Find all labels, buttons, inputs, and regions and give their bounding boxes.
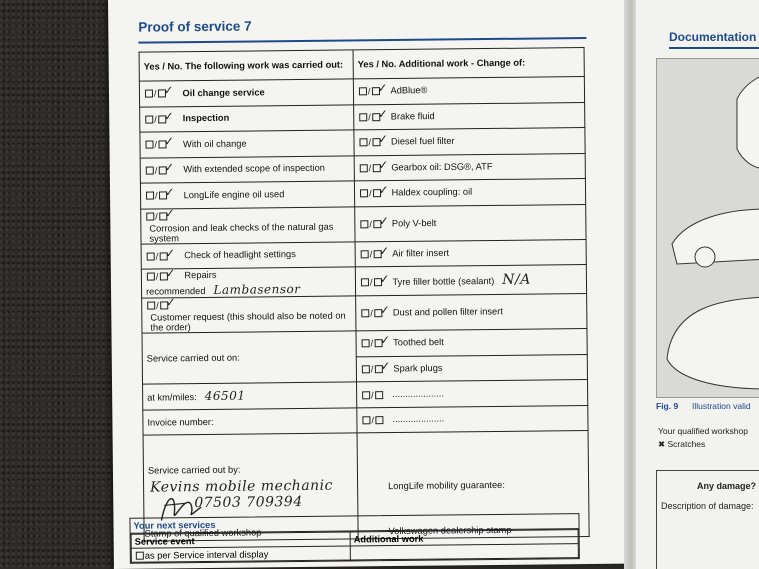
col-right-header: Yes / No. Additional work - Change of: [353, 48, 584, 79]
invoice-label: Invoice number: [147, 416, 214, 428]
additional-item-label: AdBlue® [390, 85, 428, 96]
check-mark-icon: ✓ [165, 246, 176, 261]
car-outline-icon [657, 59, 759, 397]
check-mark-icon: ✓ [163, 83, 174, 98]
additional-item-cell: / ✓ Diesel fuel filter [354, 128, 585, 156]
as-per-cell [131, 546, 350, 562]
service-book-page [108, 0, 636, 569]
check-mark-icon: ✓ [163, 134, 175, 149]
carried-out-by-label: Service carried out by: [147, 464, 241, 476]
next-services-table [131, 529, 579, 563]
check-mark-icon: ✓ [164, 185, 175, 200]
documentation-page [636, 0, 759, 569]
handwritten-repairs: Lambasensor [213, 282, 301, 297]
title-rule [138, 37, 586, 43]
service-table [139, 47, 590, 542]
km-cell [143, 382, 357, 410]
work-item-cell: / ✓ Check of headlight settings [141, 241, 355, 269]
check-mark-icon: ✓ [165, 266, 176, 281]
check-mark-icon: ✓ [378, 213, 389, 228]
check-mark-icon: ✓ [377, 81, 388, 96]
additional-item-cell: / ✓ AdBlue® [353, 77, 584, 105]
table-row [141, 204, 586, 244]
right-extra-cell: / ✓ Toothed belt [356, 329, 587, 357]
fig-label: Fig. 9 [656, 401, 679, 411]
documentation-title: Documentation [669, 30, 757, 44]
check-mark-icon: ✓ [165, 295, 176, 310]
additional-item-label: Air filter insert [392, 247, 450, 259]
work-item-label: Customer request (this should also be noted on the order) [150, 310, 346, 333]
work-item-cell: / ✓ Inspection [140, 104, 354, 132]
service-carried-out-label: Service carried out on: [146, 352, 240, 364]
additional-item-cell: / ✓ Dust and pollen filter insert [356, 294, 587, 331]
additional-item-cell: / ✓ Haldex coupling: oil [354, 179, 585, 207]
additional-item-cell: / ✓ Air filter insert [355, 239, 586, 267]
col-left-header: Yes / No. The following work was carried out: [139, 50, 353, 81]
work-item-cell: / ✓ Repairs recommended Lambasensor [141, 267, 355, 298]
additional-item-label: Gearbox oil: DSG®, ATF [391, 161, 493, 173]
handwritten-tyre-note: N/A [502, 271, 531, 288]
work-item-cell: / ✓ With oil change [140, 130, 354, 158]
check-mark-icon: ✓ [164, 205, 175, 220]
check-mark-icon: ✓ [377, 132, 389, 147]
scratches-label: ✖ Scratches [658, 439, 706, 449]
check-mark-icon: ✓ [378, 157, 389, 172]
right-extra-label: Toothed belt [393, 337, 444, 348]
additional-work-header: Additional work [350, 530, 578, 546]
carpet-background [0, 0, 118, 569]
work-item-label: Inspection [182, 112, 230, 124]
fig-caption: Illustration valid [692, 401, 751, 411]
work-item-label: Check of headlight settings [184, 249, 296, 261]
additional-item-cell: / ✓ Gearbox oil: DSG®, ATF [354, 153, 585, 181]
work-item-cell: / ✓Corrosion and leak checks of the natural gas system [141, 206, 355, 243]
work-item-label: With oil change [182, 138, 247, 149]
additional-item-label: Haldex coupling: oil [391, 186, 473, 198]
check-mark-icon: ✓ [379, 303, 390, 318]
check-mark-icon: ✓ [378, 183, 389, 198]
check-mark-icon: ✓ [380, 358, 391, 373]
any-damage-label: Any damage? [697, 481, 757, 491]
right-extra-cell: / .................... [357, 379, 588, 407]
work-item-label: Corrosion and leak checks of the natural gas system [149, 221, 334, 244]
additional-item-label: Brake fluid [390, 110, 435, 122]
work-item-cell: / ✓ LongLife engine oil used [140, 181, 354, 209]
additional-item-label: Dust and pollen filter insert [392, 306, 503, 318]
right-extra-cell: / ✓ Spark plugs [356, 354, 587, 382]
check-mark-icon: ✓ [377, 106, 388, 121]
right-extra-label: .................... [392, 413, 445, 425]
stamp-label: Stamp of qualified workshop [144, 527, 262, 539]
right-extra-cell: / .................... [357, 405, 588, 433]
check-mark-icon: ✓ [379, 243, 390, 258]
qualified-text: Your qualified workshop [658, 426, 748, 436]
mechanic-name: Kevins mobile mechanic [150, 477, 334, 496]
service-event-header: Service event [131, 532, 350, 548]
mechanic-phone: 07503 709394 [194, 493, 303, 511]
additional-item-cell: / ✓ Poly V-belt [355, 204, 586, 241]
work-item-label: LongLife engine oil used [183, 188, 285, 200]
work-item-label: With extended scope of inspection [183, 162, 325, 175]
check-mark-icon: ✓ [163, 109, 174, 124]
vw-stamp-label: Volkswagen dealership stamp [388, 524, 512, 537]
as-per-label: as per Service interval display [144, 548, 269, 561]
additional-item-cell: / ✓ Brake fluid [354, 102, 585, 130]
page-title: Proof of service 7 [138, 18, 252, 35]
km-value: 46501 [204, 388, 246, 404]
car-illustration [656, 58, 759, 398]
damage-box [656, 470, 759, 569]
additional-item-label: Poly V-belt [391, 217, 437, 228]
work-item-label: Repairs recommended [146, 270, 217, 297]
work-item-cell: / ✓ With extended scope of inspection [140, 155, 354, 183]
invoice-cell [143, 407, 357, 435]
service-carried-out-cell [142, 331, 357, 384]
next-services-box [129, 513, 579, 564]
right-extra-label: Spark plugs [393, 362, 443, 374]
next-services-title: Your next services [130, 514, 578, 534]
check-mark-icon: ✓ [164, 160, 175, 175]
additional-item-cell: / ✓ Tyre filler bottle (sealant) N/A [355, 265, 586, 296]
table-row [142, 294, 587, 334]
table-row [141, 265, 586, 299]
additional-item-label: Tyre filler bottle (sealant) [392, 275, 495, 287]
km-label: at km/miles: [147, 392, 197, 403]
work-item-cell: / ✓ Oil change service [139, 79, 353, 107]
desc-damage-label: Description of damage: [661, 501, 754, 511]
title-rule [669, 47, 759, 49]
check-mark-icon: ✓ [379, 333, 391, 348]
longlife-label: LongLife mobility guarantee: [388, 479, 505, 491]
table-header-row [139, 48, 584, 82]
work-item-label: Oil change service [182, 87, 265, 98]
check-mark-icon: ✓ [379, 272, 390, 287]
right-extra-label: .................... [392, 388, 444, 400]
work-item-cell: / ✓Customer request (this should also be noted on the order) [142, 296, 356, 333]
additional-item-label: Diesel fuel filter [390, 136, 455, 147]
